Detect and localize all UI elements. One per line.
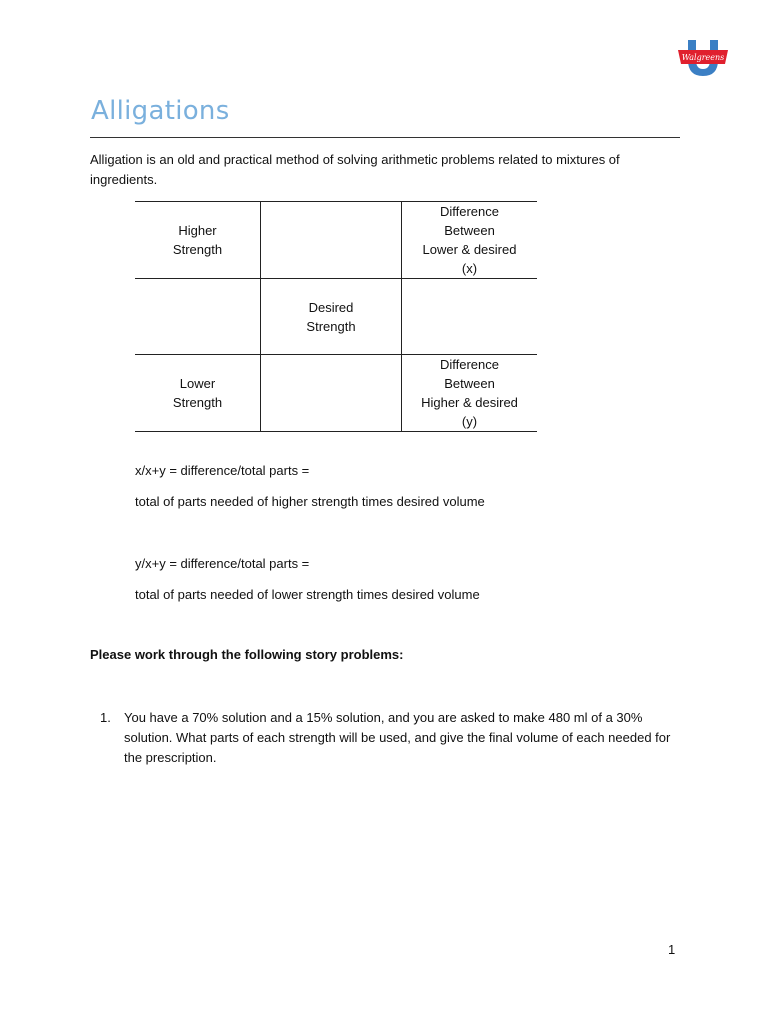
page-title: Alligations — [91, 96, 230, 126]
table-cell-difference-y: Difference Between Higher & desired (y) — [402, 355, 538, 432]
table-cell-desired-strength: Desired Strength — [261, 279, 402, 355]
problem-number: 1. — [100, 710, 111, 725]
table-row — [135, 355, 537, 432]
table-cell-higher-strength: Higher Strength — [135, 202, 261, 279]
alligation-table — [135, 201, 537, 432]
x-formula: x/x+y = difference/total parts = — [135, 463, 310, 478]
problem-text: You have a 70% solution and a 15% solution, and you are asked to make 480 ml of a 30% solution. What parts of each strength will be used, and give the final volume of each needed for the prescription. — [124, 710, 671, 765]
table-cell-empty — [261, 202, 402, 279]
title-divider — [90, 137, 680, 138]
intro-paragraph: Alligation is an old and practical method of solving arithmetic problems related to mixtures of ingredients. — [90, 152, 620, 187]
table-row — [135, 279, 537, 355]
table-cell-empty — [261, 355, 402, 432]
table-cell-lower-strength: Lower Strength — [135, 355, 261, 432]
y-formula-explanation: total of parts needed of lower strength times desired volume — [135, 587, 480, 602]
list-item — [100, 708, 680, 768]
table-cell-difference-x: Difference Between Lower & desired (x) — [402, 202, 538, 279]
logo-text: Walgreens — [681, 53, 725, 62]
walgreens-u-logo-icon — [676, 38, 730, 78]
problems-heading: Please work through the following story problems: — [90, 647, 404, 662]
y-formula: y/x+y = difference/total parts = — [135, 556, 310, 571]
table-cell-empty — [402, 279, 538, 355]
page-number: 1 — [668, 942, 676, 957]
table-row — [135, 202, 537, 279]
table-cell-empty — [135, 279, 261, 355]
x-formula-explanation: total of parts needed of higher strength times desired volume — [135, 494, 485, 509]
